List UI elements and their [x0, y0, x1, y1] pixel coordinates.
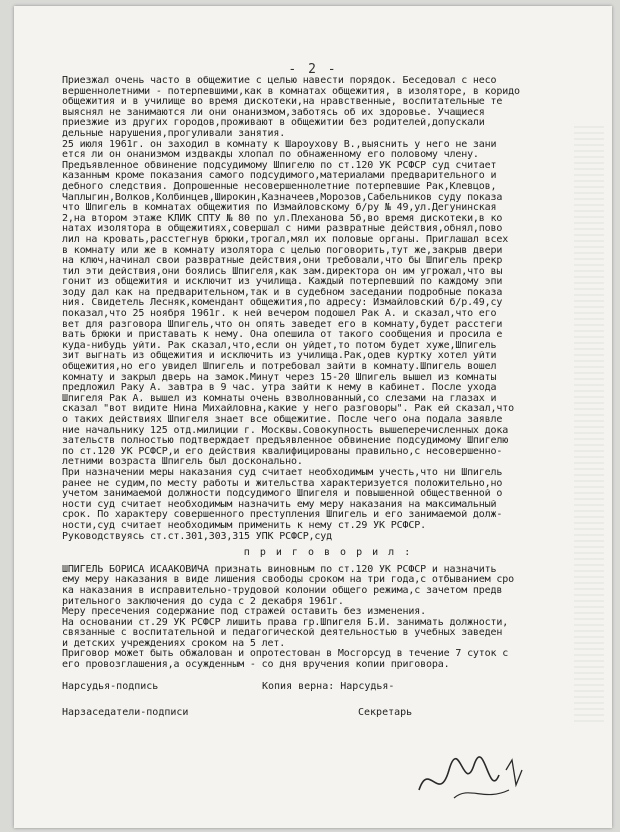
- text-line: ности,суд считает необходимым применить к нему ст.29 УК РСФСР.: [62, 520, 426, 531]
- verdict-line: На основании ст.29 УК РСФСР лишить права гр.Шпигеля Б.И. занимать должности,: [62, 617, 509, 628]
- text-line: о таких действиях Шпигеля знает все общежитие. После чего она подала заявле: [62, 415, 503, 425]
- text-line: вершеннолетними - потерпевшими,как в комнатах общежития, в изоляторе, в коридо: [62, 86, 520, 97]
- text-line: что Шпигель в комнатах общежития по Измайловскому б/ру № 49,ул.Дегунинская: [62, 203, 497, 214]
- page-number: - 2 -: [288, 62, 338, 77]
- verdict-line: и детских учреждениях сроком на 5 лет.: [62, 638, 286, 649]
- verdict-line: его провозглашения,а осужденным - со дня вручения копии приговора.: [62, 660, 450, 671]
- text-line: Приезжал очень часто в общежитие с целью навести порядок. Беседовал с несо: [62, 76, 497, 86]
- main-text: [62, 76, 594, 542]
- text-line: дельные нарушения,прогуливали занятия.: [62, 128, 286, 139]
- verdict-text: [62, 565, 594, 671]
- verdict-line: ка наказания в исправительно-трудовой колонии общего режима,с зачетом предв: [62, 585, 503, 596]
- verdict-line: ШПИГЕЛЬ БОРИСА ИСААКОВИЧА признать виновным по ст.120 УК РСФСР и назначить: [62, 564, 497, 575]
- judge-label: Нарсудья-подпись: [62, 680, 159, 692]
- text-line: натах изолятора в общежитиях,совершал с ними развратные действия,обнял,пово: [62, 224, 503, 235]
- document-page: [14, 6, 612, 828]
- text-line: Шпигеля Рак А. вышел из комнаты очень взволнованный,со слезами на глазах и: [62, 393, 497, 404]
- text-line: При назначении меры наказания суд считает необходимым учесть,что ни Шпигель: [62, 467, 503, 478]
- verdict-line: Меру пресечения содержание под стражей оставить без изменения.: [62, 607, 426, 618]
- text-line: 25 июля 1961г. он заходил в комнату к Шароухову В.,выяснить у него не зани: [62, 139, 497, 150]
- document-body: [62, 76, 594, 737]
- text-line: Руководствуясь ст.ст.301,303,315 УПК РСФСР,суд: [62, 531, 333, 542]
- text-line: зит выгнать из общежития и исключить из училища.Рак,одев куртку хотел уйти: [62, 351, 497, 362]
- text-line: предложил Раку А. завтра в 9 час. утра зайти к нему в кабинет. После ухода: [62, 383, 497, 394]
- text-line: зоду дал как на предварительном,так и в судебном заседании подробные показа: [62, 287, 503, 298]
- text-line: вет для разговора Шпигель,что он опять заведет его в комнату,будет расстеги: [62, 319, 503, 330]
- verdict-line: рительного заключения до суда с 2 декабря 1961г.: [62, 596, 344, 607]
- signature-block: [62, 677, 594, 737]
- text-line: ности суд считает необходимым назначить ему меру наказания на максимальный: [62, 499, 497, 510]
- text-line: срок. По характеру совершенного преступления Шпигель и его занимаемой долж-: [62, 510, 503, 521]
- text-line: 2,на втором этаже КЛИК СПТУ № 80 по ул.Плеханова 5б,во время дискотеки,в ко: [62, 213, 503, 224]
- text-line: зательств полностью подтверждает предъявленное обвинение подсудимому Шпигелю: [62, 436, 509, 447]
- text-line: общежития,но его увидел Шпигель и потребовал зайти в комнату.Шпигель вошел: [62, 362, 497, 373]
- verdict-line: ему меру наказания в виде лишения свободы сроком на три года,с отбыванием сро: [62, 575, 515, 586]
- text-line: вать брюки и приставать к нему. Она опешила от такого сообщения и просила е: [62, 330, 503, 341]
- assessors-label: Нарзаседатели-подписи: [62, 706, 189, 718]
- verdict-line: связанные с воспитательной и педагогической деятельностью в учебных заведен: [62, 628, 503, 639]
- text-line: сказал "вот видите Нина Михайловна,какие у него разговоры". Рак ей сказал,что: [62, 404, 515, 415]
- text-line: комнату и закрыл дверь на замок.Минут через 15-20 Шпигель вышел из комнаты: [62, 372, 497, 383]
- text-line: летними возраста Шпигель был досконально.: [62, 457, 303, 468]
- text-line: Предъявленное обвинение подсудимому Шпигелю по ст.120 УК РСФСР суд считает: [62, 160, 497, 171]
- text-line: ется ли он онанизмом издвакды хлопал по обнаженному его половому члену.: [62, 150, 479, 161]
- verdict-heading: п р и г о в о р и л :: [243, 548, 413, 559]
- text-line: гонит из общежития и исключит из училища. Каждый потерпевший по каждому эпи: [62, 277, 503, 288]
- text-line: на ключ,начинал свои развратные действия,они требовали,что бы Шпигель прекр: [62, 256, 503, 267]
- text-line: тил эти действия,они боялись Шпигеля,как зам.директора он им угрожал,что вы: [62, 266, 503, 277]
- text-line: учетом занимаемой должности подсудимого Шпигеля и повышенной общественной о: [62, 489, 503, 500]
- copy-label: Копия верна: Нарсудья-: [262, 680, 395, 692]
- text-line: ранее не судим,по месту работы и жительства характеризуется положительно,но: [62, 478, 503, 489]
- handwritten-signature: [414, 750, 534, 810]
- text-line: по ст.120 УК РСФСР,и его действия квалифицированы правильно,с несовершенно-: [62, 446, 503, 457]
- text-line: ние начальнику 125 отд.милиции г. Москвы.Совокупность вышеперечисленных дока: [62, 425, 509, 436]
- text-line: ния. Свидетель Лесняк,комендант общежития,по адресу: Измайловский б/р.49,су: [62, 298, 503, 309]
- secretary-label: Секретарь: [358, 706, 413, 718]
- text-line: выяснял не занимаются ли они онанизмом,заботясь об их здоровье. Учащиеся: [62, 107, 485, 118]
- text-line: приезжие из других городов,проживают в общежитии без родителей,допускали: [62, 118, 485, 129]
- text-line: куда-нибудь уйти. Рак сказал,что,если он уйдет,то потом будет хуже,Шпигель: [62, 340, 497, 351]
- text-line: показал,что 25 ноября 1961г. к ней вечером подошел Рак А. и сказал,что его: [62, 309, 497, 320]
- text-line: Чаплыгин,Волков,Колбинцев,Широкин,Казначеев,Морозов,Сабельников суду показа: [62, 192, 503, 203]
- text-line: лил на кровать,расстегнув брюки,трогал,мял их половые органы. Приглашал всех: [62, 234, 509, 245]
- text-line: дебного следствия. Допрошенные несовершеннолетние потерпевшие Рак,Клевцов,: [62, 181, 497, 192]
- text-line: в комнату или же в комнату изолятора с целью поговорить,тут же,закрыв двери: [62, 245, 503, 256]
- text-line: общежития и в училище во время дискотеки,на нравственные, воспитательные те: [62, 97, 503, 108]
- text-line: казанным кроме показания самого подсудимого,материалами предварительного и: [62, 171, 497, 182]
- verdict-line: Приговор может быть обжалован и опротестован в Мосгорсуд в течение 7 суток с: [62, 649, 509, 660]
